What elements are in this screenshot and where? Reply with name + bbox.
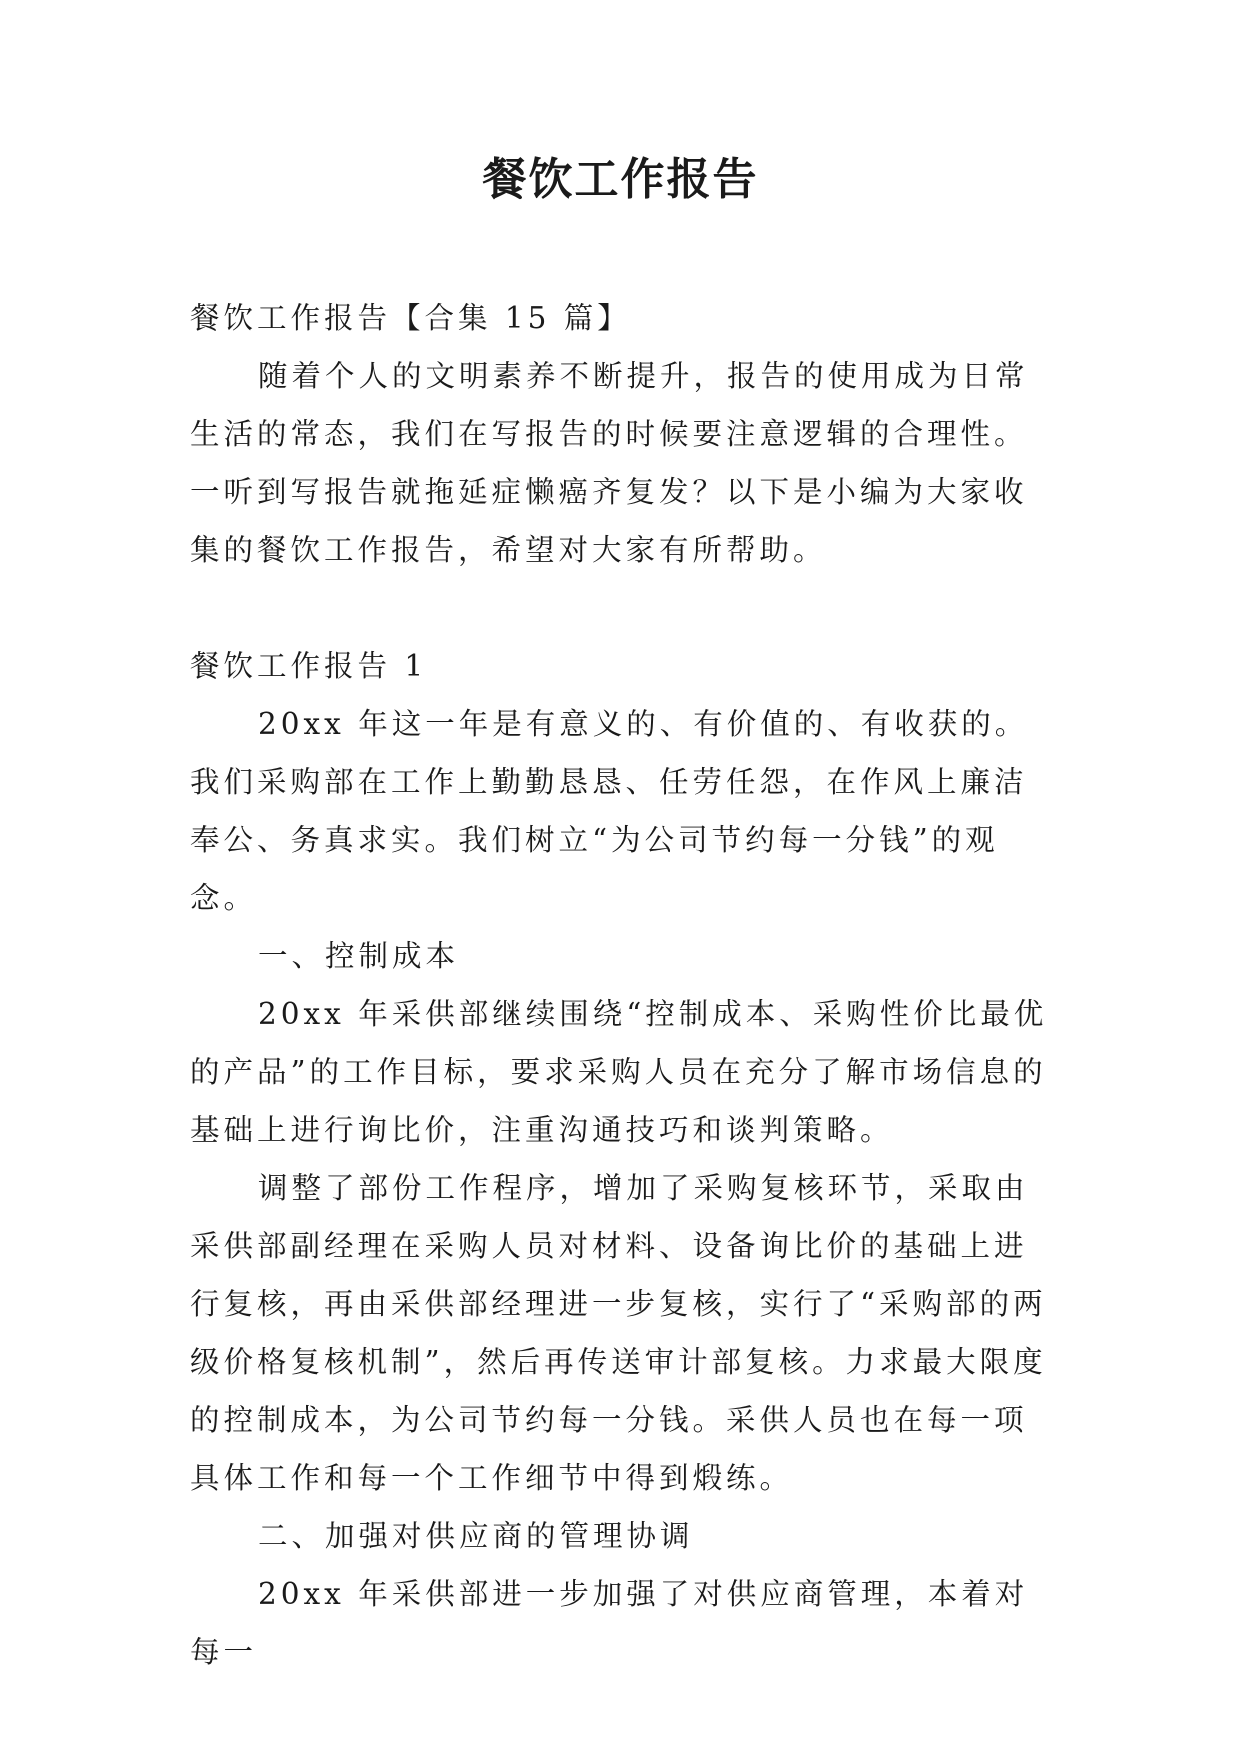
section-heading: 一、控制成本: [258, 939, 460, 973]
report-heading: 餐饮工作报告 1: [190, 649, 428, 683]
body-paragraph: 20xx 年采供部继续围绕“控制成本、采购性价比最优的产品”的工作目标，要求采购人员在充分了解市场信息的基础上进行询比价，注重沟通技巧和谈判策略。: [190, 997, 1048, 1147]
paragraph-spacer: [190, 579, 1060, 637]
collection-heading: 餐饮工作报告【合集 15 篇】: [190, 301, 631, 335]
body-paragraph: 20xx 年采供部进一步加强了对供应商管理，本着对每一: [190, 1577, 1029, 1669]
body-paragraph: 20xx 年这一年是有意义的、有价值的、有收获的。我们采购部在工作上勤勤恳恳、任劳任怨，在作风上廉洁奉公、务真求实。我们树立“为公司节约每一分钱”的观念。: [190, 707, 1029, 915]
intro-paragraph: 随着个人的文明素养不断提升，报告的使用成为日常生活的常态，我们在写报告的时候要注意逻辑的合理性。一听到写报告就拖延症懒癌齐复发？以下是小编为大家收集的餐饮工作报告，希望对大家有所帮助。: [190, 359, 1029, 567]
section-heading: 二、加强对供应商的管理协调: [258, 1519, 694, 1553]
body-paragraph: 调整了部份工作程序，增加了采购复核环节，采取由采供部副经理在采购人员对材料、设备询比价的基础上进行复核，再由采供部经理进一步复核，实行了“采购部的两级价格复核机制”，然后再传送审计部复核。力求最大限度的控制成本，为公司节约每一分钱。采供人员也在每一项具体工作和每一个工作细节中得到煅练。: [190, 1171, 1047, 1495]
document-body: [190, 289, 1060, 1681]
document-title: 餐饮工作报告: [482, 154, 759, 205]
